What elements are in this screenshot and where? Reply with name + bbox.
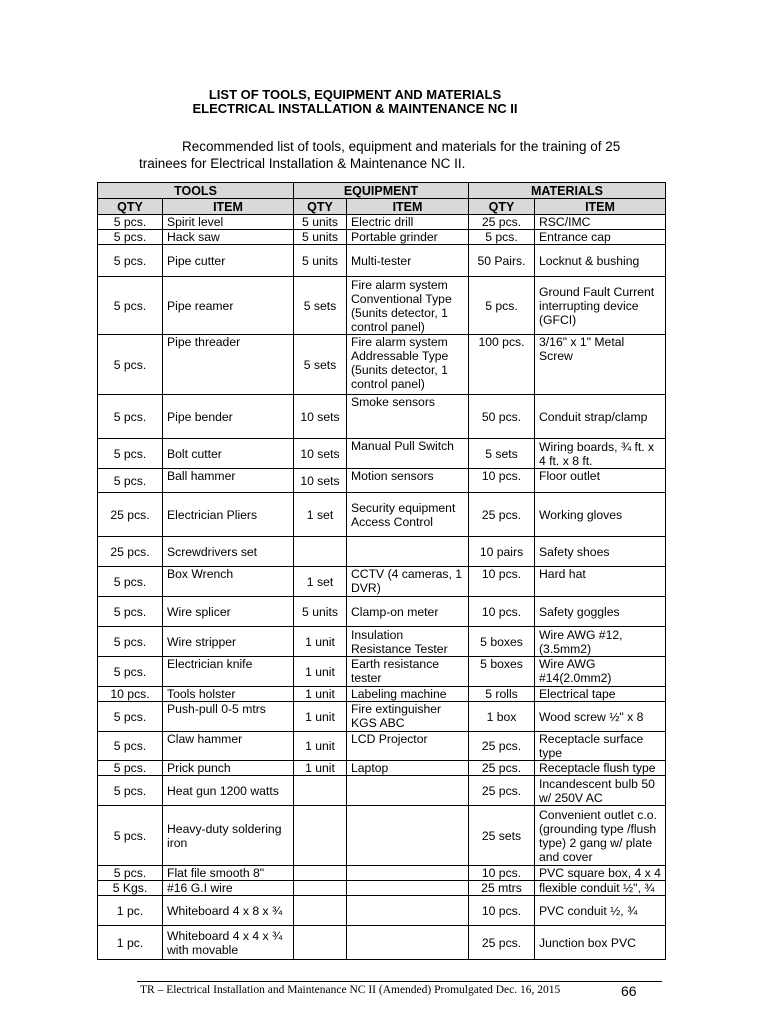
qty-cell: 1 unit: [294, 761, 347, 776]
item-cell: Smoke sensors: [347, 395, 469, 439]
item-cell: [347, 806, 469, 866]
qty-cell: 5 pcs.: [98, 657, 163, 687]
table-row: [98, 597, 666, 627]
qty-cell: 5 pcs.: [98, 776, 163, 806]
item-cell: Whiteboard 4 x 8 x ¾: [163, 896, 294, 926]
qty-cell: [294, 881, 347, 896]
item-cell: Fire alarm system Conventional Type (5units detector, 1 control panel): [347, 277, 469, 335]
item-cell: Earth resistance tester: [347, 657, 469, 687]
column-header-row: [98, 199, 666, 215]
qty-cell: 10 pcs.: [469, 469, 535, 493]
table-row: [98, 277, 666, 335]
qty-cell: 5 sets: [469, 439, 535, 469]
qty-cell: 25 pcs.: [98, 493, 163, 537]
title-line-1: LIST OF TOOLS, EQUIPMENT AND MATERIALS: [208, 87, 502, 102]
qty-cell: [294, 896, 347, 926]
qty-cell: 10 pcs.: [98, 687, 163, 702]
column-header: QTY: [469, 199, 535, 215]
qty-cell: 5 units: [294, 245, 347, 277]
intro-line-1: Recommended list of tools, equipment and materials for the training of 25: [182, 139, 621, 154]
qty-cell: 10 sets: [294, 395, 347, 439]
intro-line-2: trainees for Electrical Installation & Maintenance NC II.: [139, 156, 466, 171]
item-cell: [347, 776, 469, 806]
item-cell: Junction box PVC: [535, 926, 666, 960]
item-cell: [347, 537, 469, 567]
item-cell: Pipe reamer: [163, 277, 294, 335]
item-cell: Electrical tape: [535, 687, 666, 702]
table-row: [98, 776, 666, 806]
item-cell: Tools holster: [163, 687, 294, 702]
item-cell: Locknut & bushing: [535, 245, 666, 277]
qty-cell: 1 unit: [294, 732, 347, 761]
qty-cell: 10 sets: [294, 439, 347, 469]
qty-cell: 5 pcs.: [98, 761, 163, 776]
table-row: [98, 230, 666, 245]
qty-cell: 5 units: [294, 215, 347, 230]
table-row: [98, 732, 666, 761]
title-line-2: ELECTRICAL INSTALLATION & MAINTENANCE NC II: [192, 101, 518, 116]
item-cell: flexible conduit ½", ¾: [535, 881, 666, 896]
item-cell: Motion sensors: [347, 469, 469, 493]
qty-cell: 5 rolls: [469, 687, 535, 702]
qty-cell: 5 pcs.: [98, 469, 163, 493]
qty-cell: 5 units: [294, 230, 347, 245]
qty-cell: [294, 537, 347, 567]
tools-equipment-materials-table: [97, 182, 666, 960]
qty-cell: 5 pcs.: [98, 627, 163, 657]
item-cell: Entrance cap: [535, 230, 666, 245]
table-row: [98, 866, 666, 881]
item-cell: Portable grinder: [347, 230, 469, 245]
item-cell: PVC square box, 4 x 4: [535, 866, 666, 881]
qty-cell: 25 mtrs: [469, 881, 535, 896]
table-row: [98, 439, 666, 469]
item-cell: Floor outlet: [535, 469, 666, 493]
qty-cell: 25 pcs.: [469, 493, 535, 537]
qty-cell: 1 pc.: [98, 926, 163, 960]
table-row: [98, 896, 666, 926]
item-cell: Hard hat: [535, 567, 666, 597]
qty-cell: 5 pcs.: [98, 439, 163, 469]
item-cell: Heat gun 1200 watts: [163, 776, 294, 806]
item-cell: [347, 896, 469, 926]
item-cell: Pipe cutter: [163, 245, 294, 277]
item-cell: Working gloves: [535, 493, 666, 537]
footer-text: TR – Electrical Installation and Maintenance NC II (Amended) Promulgated Dec. 16, 2015: [140, 984, 561, 996]
item-cell: Manual Pull Switch: [347, 439, 469, 469]
qty-cell: 25 sets: [469, 806, 535, 866]
item-cell: [347, 866, 469, 881]
item-cell: Wire stripper: [163, 627, 294, 657]
qty-cell: 5 units: [294, 597, 347, 627]
group-header-materials: MATERIALS: [469, 183, 666, 199]
qty-cell: 50 pcs.: [469, 395, 535, 439]
item-cell: Wire AWG #14(2.0mm2): [535, 657, 666, 687]
qty-cell: 5 pcs.: [98, 277, 163, 335]
table-body: [98, 215, 666, 960]
qty-cell: 1 unit: [294, 687, 347, 702]
item-cell: Pipe threader: [163, 335, 294, 395]
qty-cell: 1 set: [294, 567, 347, 597]
table-row: [98, 761, 666, 776]
group-header-row: [98, 183, 666, 199]
qty-cell: 10 pcs.: [469, 567, 535, 597]
qty-cell: 1 box: [469, 702, 535, 732]
item-cell: Electric drill: [347, 215, 469, 230]
item-cell: Labeling machine: [347, 687, 469, 702]
item-cell: Safety goggles: [535, 597, 666, 627]
item-cell: 3/16" x 1" Metal Screw: [535, 335, 666, 395]
qty-cell: 5 sets: [294, 335, 347, 395]
document-title: [0, 88, 768, 116]
table-row: [98, 537, 666, 567]
item-cell: Wire splicer: [163, 597, 294, 627]
qty-cell: 10 pcs.: [469, 597, 535, 627]
qty-cell: [294, 806, 347, 866]
qty-cell: 5 pcs.: [98, 335, 163, 395]
qty-cell: [294, 926, 347, 960]
qty-cell: 25 pcs.: [98, 537, 163, 567]
qty-cell: 25 pcs.: [469, 215, 535, 230]
item-cell: RSC/IMC: [535, 215, 666, 230]
qty-cell: 5 pcs.: [469, 277, 535, 335]
qty-cell: 1 set: [294, 493, 347, 537]
qty-cell: 25 pcs.: [469, 776, 535, 806]
table-row: [98, 245, 666, 277]
table-row: [98, 806, 666, 866]
table-row: [98, 395, 666, 439]
item-cell: Incandescent bulb 50 w/ 250V AC: [535, 776, 666, 806]
qty-cell: 5 pcs.: [98, 866, 163, 881]
item-cell: Wood screw ½" x 8: [535, 702, 666, 732]
qty-cell: 5 pcs.: [98, 567, 163, 597]
qty-cell: 25 pcs.: [469, 732, 535, 761]
item-cell: [347, 926, 469, 960]
item-cell: Heavy-duty soldering iron: [163, 806, 294, 866]
item-cell: Pipe bender: [163, 395, 294, 439]
qty-cell: [294, 866, 347, 881]
table-row: [98, 657, 666, 687]
item-cell: Spirit level: [163, 215, 294, 230]
item-cell: LCD Projector: [347, 732, 469, 761]
column-header: ITEM: [163, 199, 294, 215]
qty-cell: 5 pcs.: [469, 230, 535, 245]
qty-cell: 5 pcs.: [98, 395, 163, 439]
table-row: [98, 627, 666, 657]
item-cell: Wire AWG #12, (3.5mm2): [535, 627, 666, 657]
footer-divider: [137, 981, 662, 982]
qty-cell: 25 pcs.: [469, 926, 535, 960]
item-cell: Insulation Resistance Tester: [347, 627, 469, 657]
table-row: [98, 469, 666, 493]
item-cell: Bolt cutter: [163, 439, 294, 469]
item-cell: Laptop: [347, 761, 469, 776]
qty-cell: 5 pcs.: [98, 597, 163, 627]
item-cell: Ground Fault Current interrupting device (GFCI): [535, 277, 666, 335]
item-cell: Fire extinguisher KGS ABC: [347, 702, 469, 732]
table-row: [98, 493, 666, 537]
item-cell: Flat file smooth 8": [163, 866, 294, 881]
qty-cell: 1 unit: [294, 627, 347, 657]
column-header: QTY: [294, 199, 347, 215]
group-header-equipment: EQUIPMENT: [294, 183, 469, 199]
table-row: [98, 926, 666, 960]
qty-cell: 5 boxes: [469, 627, 535, 657]
qty-cell: 10 sets: [294, 469, 347, 493]
table-row: [98, 687, 666, 702]
column-header: ITEM: [535, 199, 666, 215]
qty-cell: 5 pcs.: [98, 215, 163, 230]
item-cell: Clamp-on meter: [347, 597, 469, 627]
item-cell: Electrician Pliers: [163, 493, 294, 537]
column-header: QTY: [98, 199, 163, 215]
qty-cell: 1 pc.: [98, 896, 163, 926]
item-cell: Receptacle surface type: [535, 732, 666, 761]
item-cell: Receptacle flush type: [535, 761, 666, 776]
item-cell: Wiring boards, ¾ ft. x 4 ft. x 8 ft.: [535, 439, 666, 469]
item-cell: Push-pull 0-5 mtrs: [163, 702, 294, 732]
item-cell: CCTV (4 cameras, 1 DVR): [347, 567, 469, 597]
table-row: [98, 702, 666, 732]
item-cell: Security equipment Access Control: [347, 493, 469, 537]
qty-cell: 10 pairs: [469, 537, 535, 567]
item-cell: PVC conduit ½, ¾: [535, 896, 666, 926]
qty-cell: 5 pcs.: [98, 230, 163, 245]
table-row: [98, 881, 666, 896]
qty-cell: 5 boxes: [469, 657, 535, 687]
qty-cell: 5 pcs.: [98, 732, 163, 761]
item-cell: Multi-tester: [347, 245, 469, 277]
item-cell: Electrician knife: [163, 657, 294, 687]
item-cell: Convenient outlet c.o. (grounding type /flush type) 2 gang w/ plate and cover: [535, 806, 666, 866]
qty-cell: 100 pcs.: [469, 335, 535, 395]
qty-cell: 5 Kgs.: [98, 881, 163, 896]
qty-cell: 10 pcs.: [469, 896, 535, 926]
page-number: 66: [621, 983, 637, 999]
item-cell: Hack saw: [163, 230, 294, 245]
qty-cell: 5 pcs.: [98, 245, 163, 277]
table-row: [98, 567, 666, 597]
qty-cell: 10 pcs.: [469, 866, 535, 881]
qty-cell: [294, 776, 347, 806]
item-cell: Whiteboard 4 x 4 x ¾ with movable: [163, 926, 294, 960]
qty-cell: 5 sets: [294, 277, 347, 335]
qty-cell: 5 pcs.: [98, 702, 163, 732]
item-cell: Conduit strap/clamp: [535, 395, 666, 439]
qty-cell: 1 unit: [294, 702, 347, 732]
column-header: ITEM: [347, 199, 469, 215]
item-cell: Claw hammer: [163, 732, 294, 761]
table-row: [98, 335, 666, 395]
item-cell: Box Wrench: [163, 567, 294, 597]
table-row: [98, 215, 666, 230]
item-cell: Safety shoes: [535, 537, 666, 567]
item-cell: Fire alarm system Addressable Type (5units detector, 1 control panel): [347, 335, 469, 395]
item-cell: Ball hammer: [163, 469, 294, 493]
group-header-tools: TOOLS: [98, 183, 294, 199]
qty-cell: 25 pcs.: [469, 761, 535, 776]
qty-cell: 5 pcs.: [98, 806, 163, 866]
intro-paragraph: [139, 138, 659, 172]
qty-cell: 50 Pairs.: [469, 245, 535, 277]
item-cell: [347, 881, 469, 896]
item-cell: Prick punch: [163, 761, 294, 776]
qty-cell: 1 unit: [294, 657, 347, 687]
item-cell: #16 G.I wire: [163, 881, 294, 896]
item-cell: Screwdrivers set: [163, 537, 294, 567]
